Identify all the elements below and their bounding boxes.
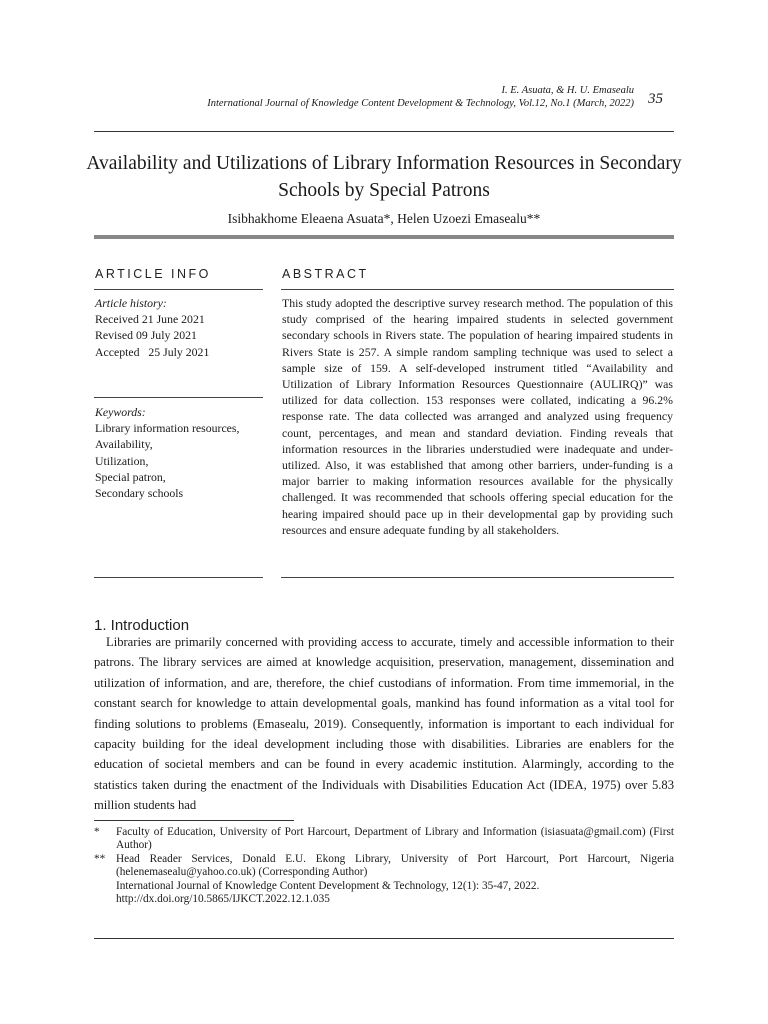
title-divider bbox=[94, 235, 674, 239]
history-label: Article history: bbox=[95, 296, 167, 310]
revised-date: Revised 09 July 2021 bbox=[95, 328, 197, 343]
footnote-text: Head Reader Services, Donald E.U. Ekong Library, University of Port Harcourt, Port Harcourt, Nigeria (helenemasealu@yahoo.co.uk) (Corresponding Author) bbox=[116, 852, 674, 879]
footnote-text: Faculty of Education, University of Port Harcourt, Department of Library and Information (isiasuata@gmail.com) (First Author) bbox=[116, 826, 674, 852]
footer-divider bbox=[94, 938, 674, 939]
keyword-item: Availability, bbox=[95, 437, 153, 452]
introduction-text: Libraries are primarily concerned with providing access to accurate, timely and accessible information to their patrons. The library services are aimed at knowledge acquisition, preservation, management, dissemination and utilization of information, and are, therefore, the chief custodians of information. From time immemorial, in the constant search for knowledge to attain developmental goals, mankind has found information as a vital tool for finding solutions to problems (Emasealu, 2019). Consequently, information is important to each individual for capacity building for the ideal development including those with disabilities. Libraries are enablers for the education of societal members and can be found in every academic institution. Alarmingly, according to the statistics taken during the enactment of the Individuals with Disabilities Education Act (IDEA, 1975) over 5.83 million students had bbox=[94, 635, 674, 813]
doi-link[interactable]: http://dx.doi.org/10.5865/IJKCT.2022.12.1.035 bbox=[116, 893, 330, 906]
paper-title: Availability and Utilizations of Library Information Resources in Secondary Schools by Special Patrons bbox=[86, 153, 682, 201]
footnote-mark: * bbox=[94, 826, 100, 838]
running-head-journal: International Journal of Knowledge Content Development & Technology, Vol.12, No.1 (March, 2022) bbox=[207, 98, 634, 109]
abstract-rule bbox=[281, 289, 674, 290]
section-heading-introduction: 1. Introduction bbox=[94, 617, 190, 634]
received-date: Received 21 June 2021 bbox=[95, 312, 205, 327]
abstract-text: This study adopted the descriptive survey research method. The population of this study comprised of the hearing impaired students in selected government secondary schools in Rivers state. The population of hearing impaired students in Rivers State is 257. A simple random sampling technique was used to select a sample size of 159. A self-developed instrument titled “Availability and Utilization of Library Information Resources Questionnaire (AULIRQ)” was utilized for data collection. 153 responses were collated, indicating a 96.2% response rate. The data collected was arranged and analyzed using frequency count, percentages, and mean and standard deviation. Finding reveals that information resources in the libraries understudied were inadequate and under-utilized. Also, it was established that among other barriers, under-funding is a major barrier to making information resources available for the physically challenged. It was recommended that schools offering special education for the hearing impaired should pace up in their developmental gap by providing such resources and ensure adequate funding by all stakeholders. bbox=[282, 296, 673, 537]
article-info-heading: ARTICLE INFO bbox=[95, 267, 211, 281]
keywords-label: Keywords: bbox=[95, 405, 146, 419]
abstract-heading: ABSTRACT bbox=[282, 267, 369, 281]
abstract-bottom-rule bbox=[281, 577, 674, 578]
footnote-corresponding-author bbox=[94, 853, 674, 880]
keyword-item: Utilization, bbox=[95, 453, 149, 468]
page-number: 35 bbox=[648, 91, 663, 107]
keyword-item: Library information resources, bbox=[95, 421, 240, 436]
author-list: Isibhakhome Eleaena Asuata*, Helen Uzoezi Emasealu** bbox=[227, 211, 541, 226]
footnote-first-author bbox=[94, 826, 674, 853]
citation-line: International Journal of Knowledge Content Development & Technology, 12(1): 35-47, 2022. bbox=[116, 879, 540, 892]
article-history bbox=[95, 295, 263, 360]
keyword-item: Special patron, bbox=[95, 469, 166, 484]
footnote-divider bbox=[94, 820, 294, 821]
article-info-rule bbox=[94, 289, 263, 290]
keyword-item: Secondary schools bbox=[95, 486, 184, 501]
article-info-bottom-rule bbox=[94, 577, 263, 578]
running-head bbox=[94, 84, 634, 110]
header-divider bbox=[94, 131, 674, 132]
history-rule bbox=[94, 397, 263, 398]
running-head-authors: I. E. Asuata, & H. U. Emasealu bbox=[501, 85, 634, 96]
keywords-block bbox=[95, 404, 263, 501]
accepted-date: Accepted 25 July 2021 bbox=[95, 344, 210, 359]
footnote-mark: ** bbox=[94, 852, 106, 865]
footnotes bbox=[94, 826, 674, 906]
